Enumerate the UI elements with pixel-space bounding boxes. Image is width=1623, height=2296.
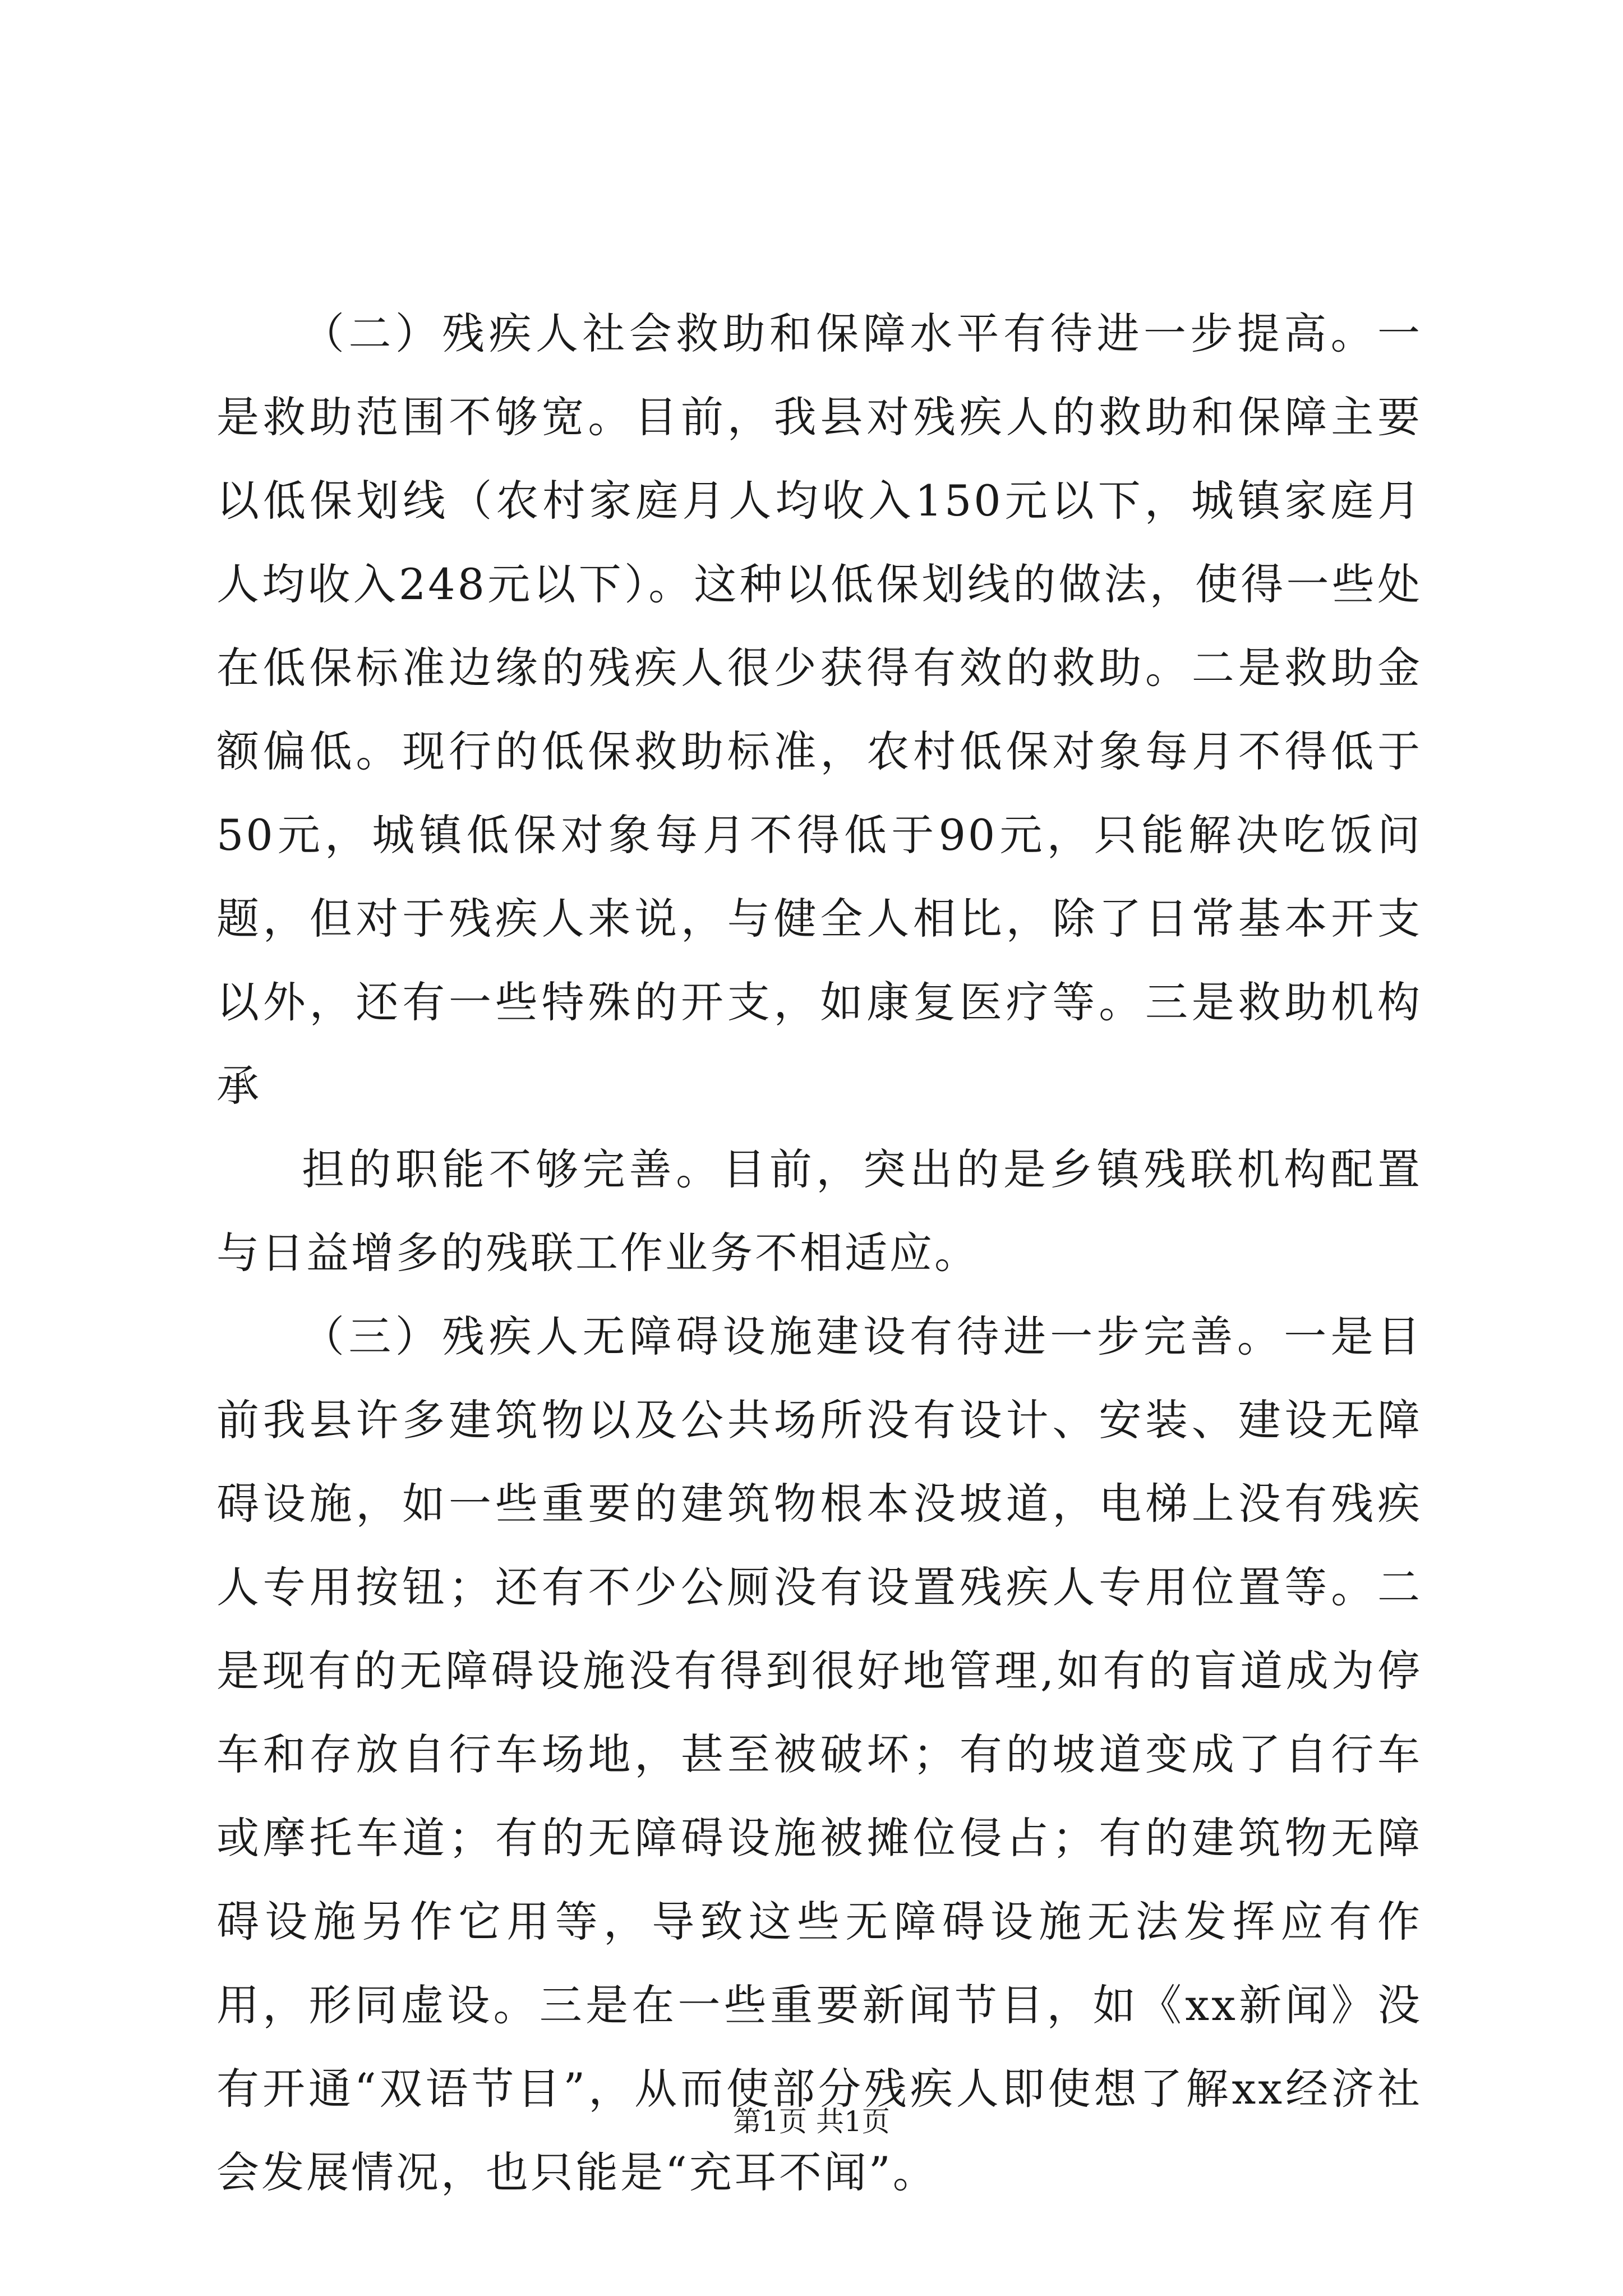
page-footer: 第1页 共1页 [733, 2105, 890, 2138]
paragraph-social-assistance: （二）残疾人社会救助和保障水平有待进一步提高。一是救助范围不够宽。目前，我县对残疾人的救助和保障主要以低保划线（农村家庭月人均收入150元以下，城镇家庭月人均收入248元以下）。这种以低保划线的做法，使得一些处在低保标准边缘的残疾人很少获得有效的救助。二是救助金额偏低。现行的低保救助标准，农村低保对象每月不得低于50元，城镇低保对象每月不得低于90元，只能解决吃饭问题，但对于残疾人来说，与健全人相比，除了日常基本开支以外，还有一些特殊的开支，如康复医疗等。三是救助机构承 [216, 309, 1422, 1111]
paragraph-accessibility-facilities: （三）残疾人无障碍设施建设有待进一步完善。一是目前我县许多建筑物以及公共场所没有设计、安装、建设无障碍设施，如一些重要的建筑物根本没坡道，电梯上没有残疾人专用按钮；还有不少公厕没有设置残疾人专用位置等。二是现有的无障碍设施没有得到很好地管理,如有的盲道成为停车和存放自行车场地，甚至被破坏；有的坡道变成了自行车或摩托车道；有的无障碍设施被摊位侵占；有的建筑物无障碍设施另作它用等，导致这些无障碍设施无法发挥应有作用，形同虚设。三是在一些重要新闻节目，如《xx新闻》没有开通“双语节目”，从而使部分残疾人即使想了解xx经济社会发展情况，也只能是“充耳不闻”。 [216, 1312, 1422, 2197]
document-body [216, 292, 1422, 2214]
paragraph-agency-functions: 担的职能不够完善。目前，突出的是乡镇残联机构配置与日益增多的残联工作业务不相适应。 [216, 1144, 1422, 1278]
